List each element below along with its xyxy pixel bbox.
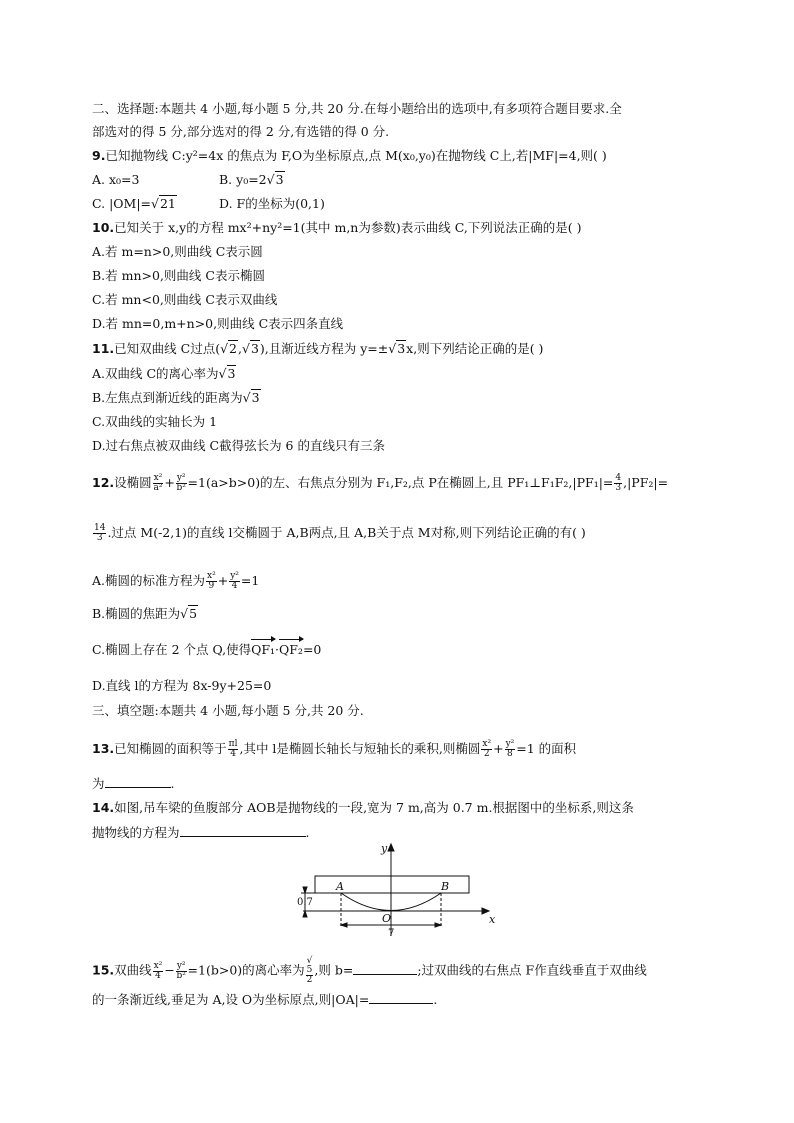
q11-option-d: D.过右焦点被双曲线 C截得弦长为 6 的直线只有三条 (92, 438, 385, 453)
q15-stem: 15.双曲线 $\frac{\text{x²}}{4}$ − $\frac{\text{y²}}{\text{b²}}$ =1(b>0)的离心率为 √ 5 2 ,则 b= ;过双曲线的右焦点 F作直线垂直于双曲线 (92, 956, 647, 985)
figure-x-label: x (489, 913, 496, 926)
q12-option-a: A.椭圆的标准方程为 $\frac{\text{x²}}{9}$ + $\frac{\text{y²}}{4}$ =1 (92, 571, 260, 591)
q9-option-a: A. x₀=3 (92, 172, 140, 187)
q13-answer-line: 为 . (92, 776, 175, 791)
figure-height-label: 0.7 (297, 897, 313, 908)
q9-options-cd (92, 196, 325, 212)
q11-option-c: C.双曲线的实轴长为 1 (92, 414, 218, 429)
q14-number: 14. (92, 800, 115, 815)
q14-answer-line: 抛物线的方程为 . (92, 825, 310, 840)
q15-b-blank[interactable] (353, 962, 417, 975)
q10-number: 10. (92, 220, 115, 235)
q9-option-c: C. |OM|=√21 (92, 196, 176, 211)
section3-header: 三、填空题:本题共 4 小题,每小题 5 分,共 20 分. (92, 703, 364, 718)
y-axis-arrow (388, 844, 394, 851)
q10-text: 已知关于 x,y的方程 mx²+ny²=1(其中 m,n为参数)表示曲线 C,下列说法正确的是( ) (114, 220, 582, 235)
q12-option-b: B.椭圆的焦距为√5 (92, 606, 198, 621)
crane-beam-figure (295, 842, 505, 938)
q14-answer-blank[interactable] (180, 824, 306, 837)
q12-option-d: D.直线 l的方程为 8x-9y+25=0 (92, 678, 272, 693)
q15-number: 15. (92, 962, 115, 978)
q13-stem: 13.已知椭圆的面积等于 $\frac{\pi l}{4}$ ,其中 l是椭圆长轴长与短轴长的乘积,则椭圆 $\frac{\text{x²}}{2}$ + $\frac{\text{y²}}{8}$ =1 的面积 (92, 739, 577, 759)
figure-o-label: O (382, 912, 392, 925)
q9-text: 已知抛物线 C:y²=4x 的焦点为 F,O为坐标原点,点 M(x₀,y₀)在抛物线 C上,若|MF|=4,则( ) (105, 148, 607, 163)
figure-a-label: A (336, 880, 344, 893)
q15-oa-blank[interactable] (369, 991, 433, 1004)
q9-option-d: D. F的坐标为(0,1) (219, 196, 325, 211)
q12-stem-cont: $\frac{14}{3}$ .过点 M(-2,1)的直线 l交椭圆于 A,B两点,且 A,B关于点 M对称,则下列结论正确的有( ) (94, 523, 586, 543)
q14-stem: 14.如图,吊车梁的鱼腹部分 AOB是抛物线的一段,宽为 7 m,高为 0.7 m.根据图中的坐标系,则这条 (92, 800, 634, 815)
q10-option-a: A.若 m=n>0,则曲线 C表示圆 (92, 244, 263, 259)
q13-number: 13. (92, 741, 115, 756)
section2-header: 二、选择题:本题共 4 小题,每小题 5 分,共 20 分.在每小题给出的选项中,有多项符合题目要求.全 (92, 101, 622, 116)
q12-stem: 12.设椭圆 $\frac{\text{x²}}{\text{a²}}$ + $\frac{\text{y²}}{\text{b²}}$ =1(a>b>0)的左、右焦点分别为 F₁,F₂,点 P在椭圆上,且 PF₁⊥F₁F₂,|PF₁|= $\frac{4}{3}$ ,|PF₂|= (92, 473, 669, 493)
q10-option-d: D.若 mn=0,m+n>0,则曲线 C表示四条直线 (92, 316, 344, 331)
x-axis-arrow (482, 908, 489, 914)
figure-width-label: 7 (388, 928, 395, 938)
q9-option-b: B. y₀=2√3 (219, 172, 284, 187)
q10-stem (92, 220, 582, 236)
q11-number: 11. (92, 341, 115, 356)
q15-line2: 的一条渐近线,垂足为 A,设 O为坐标原点,则|OA|= . (92, 992, 438, 1007)
q12-number: 12. (92, 475, 115, 490)
q9-number: 9. (92, 148, 106, 163)
figure-b-label: B (441, 880, 450, 893)
q11-option-a: A.双曲线 C的离心率为√3 (92, 366, 236, 381)
q12-option-c: C.椭圆上存在 2 个点 Q,使得QF₁·QF₂=0 (92, 642, 322, 657)
q11-stem: 11.已知双曲线 C过点(√2,√3),且渐近线方程为 y=±√3x,则下列结论正确的是( ) (92, 341, 544, 356)
q9-stem (92, 148, 607, 164)
q11-option-b: B.左焦点到渐近线的距离为√3 (92, 390, 260, 405)
section2-header-cont: 部选对的得 5 分,部分选对的得 2 分,有选错的得 0 分. (92, 124, 390, 139)
q10-option-b: B.若 mn>0,则曲线 C表示椭圆 (92, 268, 265, 283)
figure-y-label: y (381, 842, 388, 855)
q10-option-c: C.若 mn<0,则曲线 C表示双曲线 (92, 292, 278, 307)
q13-answer-blank[interactable] (105, 775, 171, 788)
q9-options-ab (92, 172, 284, 188)
